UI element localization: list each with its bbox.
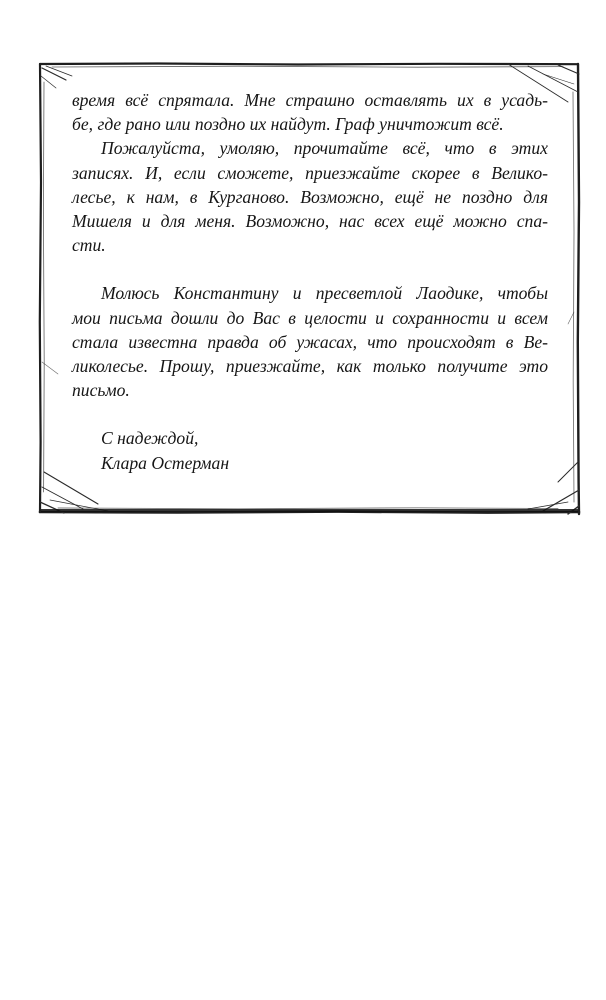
letter-line: бе, где рано или поздно их найдут. Граф уничтожит всё.: [72, 114, 504, 135]
letter-closing: С надеждой,: [101, 428, 199, 449]
letter-line: лесье, к нам, в Курганово. Возможно, ещё не поздно для: [72, 186, 548, 207]
letter-line: Мишеля и для меня. Возможно, нас всех ещё можно спа-: [72, 211, 548, 232]
letter-line: Молюсь Константину и пресветлой Лаодике, чтобы: [101, 283, 548, 304]
paragraph-gap: [72, 402, 548, 426]
letter-line: мои письма дошли до Вас в целости и сохранности и всем: [72, 307, 548, 328]
letter-line: сти.: [72, 235, 106, 256]
letter-frame: [38, 62, 584, 514]
letter-line: письмо.: [72, 380, 130, 401]
letter-line: записях. И, если сможете, приезжайте скорее в Велико-: [72, 162, 548, 183]
letter-line: Пожалуйста, умоляю, прочитайте всё, что в этих: [101, 138, 548, 159]
letter-line: время всё спрятала. Мне страшно оставлять их в усадь-: [72, 90, 548, 110]
letter-line: стала известна правда об ужасах, что происходят в Ве-: [72, 331, 548, 352]
letter-signature: Клара Остерман: [101, 452, 230, 473]
paragraph-gap: [72, 257, 548, 281]
letter-body: [72, 88, 548, 475]
letter-line: ликолесье. Прошу, приезжайте, как только получите это: [72, 356, 548, 377]
